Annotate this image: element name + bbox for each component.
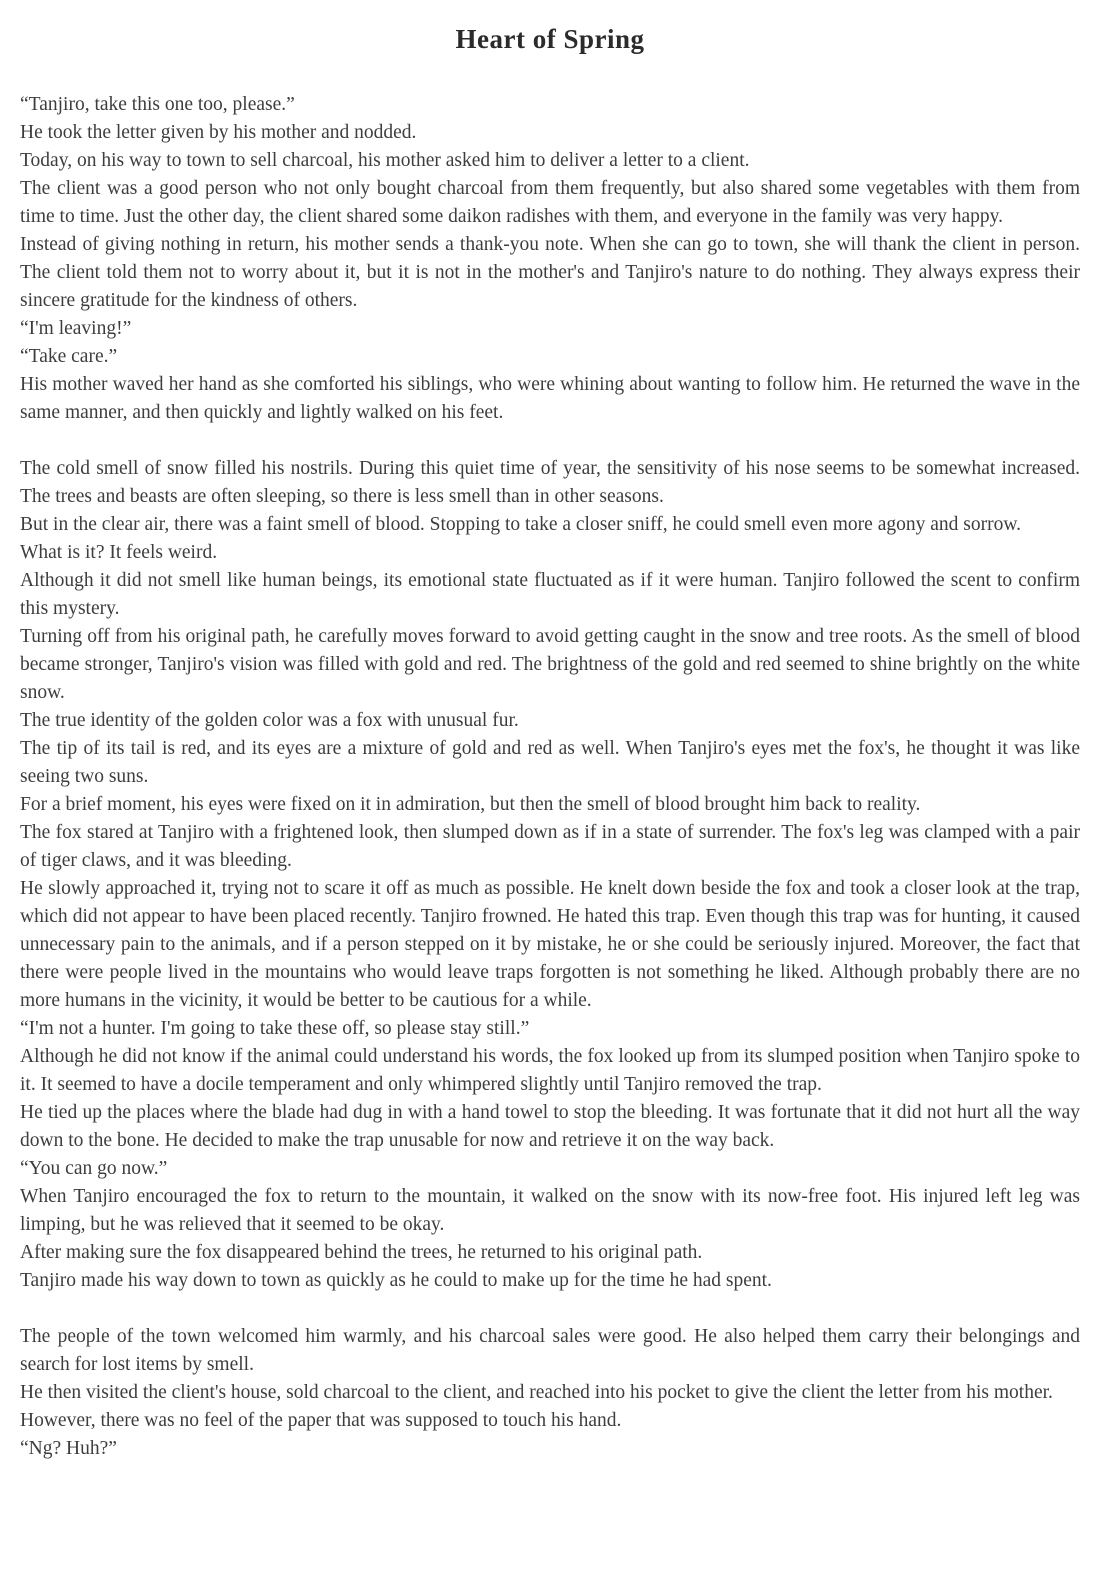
page-title: Heart of Spring	[455, 24, 645, 54]
story-paragraph: “You can go now.”	[20, 1158, 168, 1179]
story-paragraph: The people of the town welcomed him warmly, and his charcoal sales were good. He also helped them carry their belongings and search for lost items by smell.	[20, 1326, 1080, 1375]
story-section	[20, 91, 1080, 427]
story-paragraph: Although it did not smell like human beings, its emotional state fluctuated as if it were human. Tanjiro followed the scent to confirm this mystery.	[20, 570, 1080, 619]
story-paragraph: “Ng? Huh?”	[20, 1438, 117, 1459]
story-paragraph: The client was a good person who not only bought charcoal from them frequently, but also shared some vegetables with them from time to time. Just the other day, the client shared some daikon radishes with them, and everyone in the family was very happy.	[20, 178, 1080, 227]
story-paragraph: “Take care.”	[20, 346, 118, 367]
story-paragraph: The cold smell of snow filled his nostrils. During this quiet time of year, the sensitivity of his nose seems to be somewhat increased. The trees and beasts are often sleeping, so there is less smell than in other seasons.	[20, 458, 1080, 507]
story-paragraph: Today, on his way to town to sell charcoal, his mother asked him to deliver a letter to a client.	[20, 150, 750, 171]
story-paragraph: He took the letter given by his mother and nodded.	[20, 122, 417, 143]
story-paragraph: Instead of giving nothing in return, his mother sends a thank-you note. When she can go to town, she will thank the client in person. The client told them not to worry about it, but it is not in the mother's and Tanjiro's nature to do nothing. They always express their sincere gratitude for the kindness of others.	[20, 234, 1080, 311]
story-paragraph: “I'm not a hunter. I'm going to take these off, so please stay still.”	[20, 1018, 530, 1039]
story-paragraph: When Tanjiro encouraged the fox to return to the mountain, it walked on the snow with its now-free foot. His injured left leg was limping, but he was relieved that it seemed to be okay.	[20, 1186, 1080, 1235]
story-paragraph: His mother waved her hand as she comforted his siblings, who were whining about wanting to follow him. He returned the wave in the same manner, and then quickly and lightly walked on his feet.	[20, 374, 1080, 423]
story-paragraph: But in the clear air, there was a faint smell of blood. Stopping to take a closer sniff, he could smell even more agony and sorrow.	[20, 514, 1022, 535]
story-paragraph: Tanjiro made his way down to town as quickly as he could to make up for the time he had spent.	[20, 1270, 772, 1291]
story-section	[20, 1323, 1080, 1463]
story-paragraph: He slowly approached it, trying not to scare it off as much as possible. He knelt down beside the fox and took a closer look at the trap, which did not appear to have been placed recently. Tanjiro frowned. He hated this trap. Even though this trap was for hunting, it caused unnecessary pain to the animals, and if a person stepped on it by mistake, he or she could be seriously injured. Moreover, the fact that there were people lived in the mountains who would leave traps forgotten is not something he liked. Although probably there are no more humans in the vicinity, it would be better to be cautious for a while.	[20, 878, 1080, 1011]
story-paragraph: “Tanjiro, take this one too, please.”	[20, 94, 295, 115]
story-paragraph: Although he did not know if the animal could understand his words, the fox looked up from its slumped position when Tanjiro spoke to it. It seemed to have a docile temperament and only whimpered slightly until Tanjiro removed the trap.	[20, 1046, 1080, 1095]
story-paragraph: For a brief moment, his eyes were fixed on it in admiration, but then the smell of blood brought him back to reality.	[20, 794, 921, 815]
story-paragraph: After making sure the fox disappeared behind the trees, he returned to his original path.	[20, 1242, 703, 1263]
story-body	[20, 91, 1080, 1463]
story-paragraph: He tied up the places where the blade had dug in with a hand towel to stop the bleeding. It was fortunate that it did not hurt all the way down to the bone. He decided to make the trap unusable for now and retrieve it on the way back.	[20, 1102, 1080, 1151]
story-paragraph: Turning off from his original path, he carefully moves forward to avoid getting caught in the snow and tree roots. As the smell of blood became stronger, Tanjiro's vision was filled with gold and red. The brightness of the gold and red seemed to shine brightly on the white snow.	[20, 626, 1080, 703]
story-section	[20, 455, 1080, 1295]
story-paragraph: The fox stared at Tanjiro with a frightened look, then slumped down as if in a state of surrender. The fox's leg was clamped with a pair of tiger claws, and it was bleeding.	[20, 822, 1080, 871]
story-paragraph: However, there was no feel of the paper that was supposed to touch his hand.	[20, 1410, 622, 1431]
story-paragraph: “I'm leaving!”	[20, 318, 132, 339]
story-paragraph: What is it? It feels weird.	[20, 542, 218, 563]
story-paragraph: The tip of its tail is red, and its eyes are a mixture of gold and red as well. When Tanjiro's eyes met the fox's, he thought it was like seeing two suns.	[20, 738, 1080, 787]
story-paragraph: He then visited the client's house, sold charcoal to the client, and reached into his pocket to give the client the letter from his mother.	[20, 1382, 1053, 1403]
story-paragraph: The true identity of the golden color was a fox with unusual fur.	[20, 710, 519, 731]
